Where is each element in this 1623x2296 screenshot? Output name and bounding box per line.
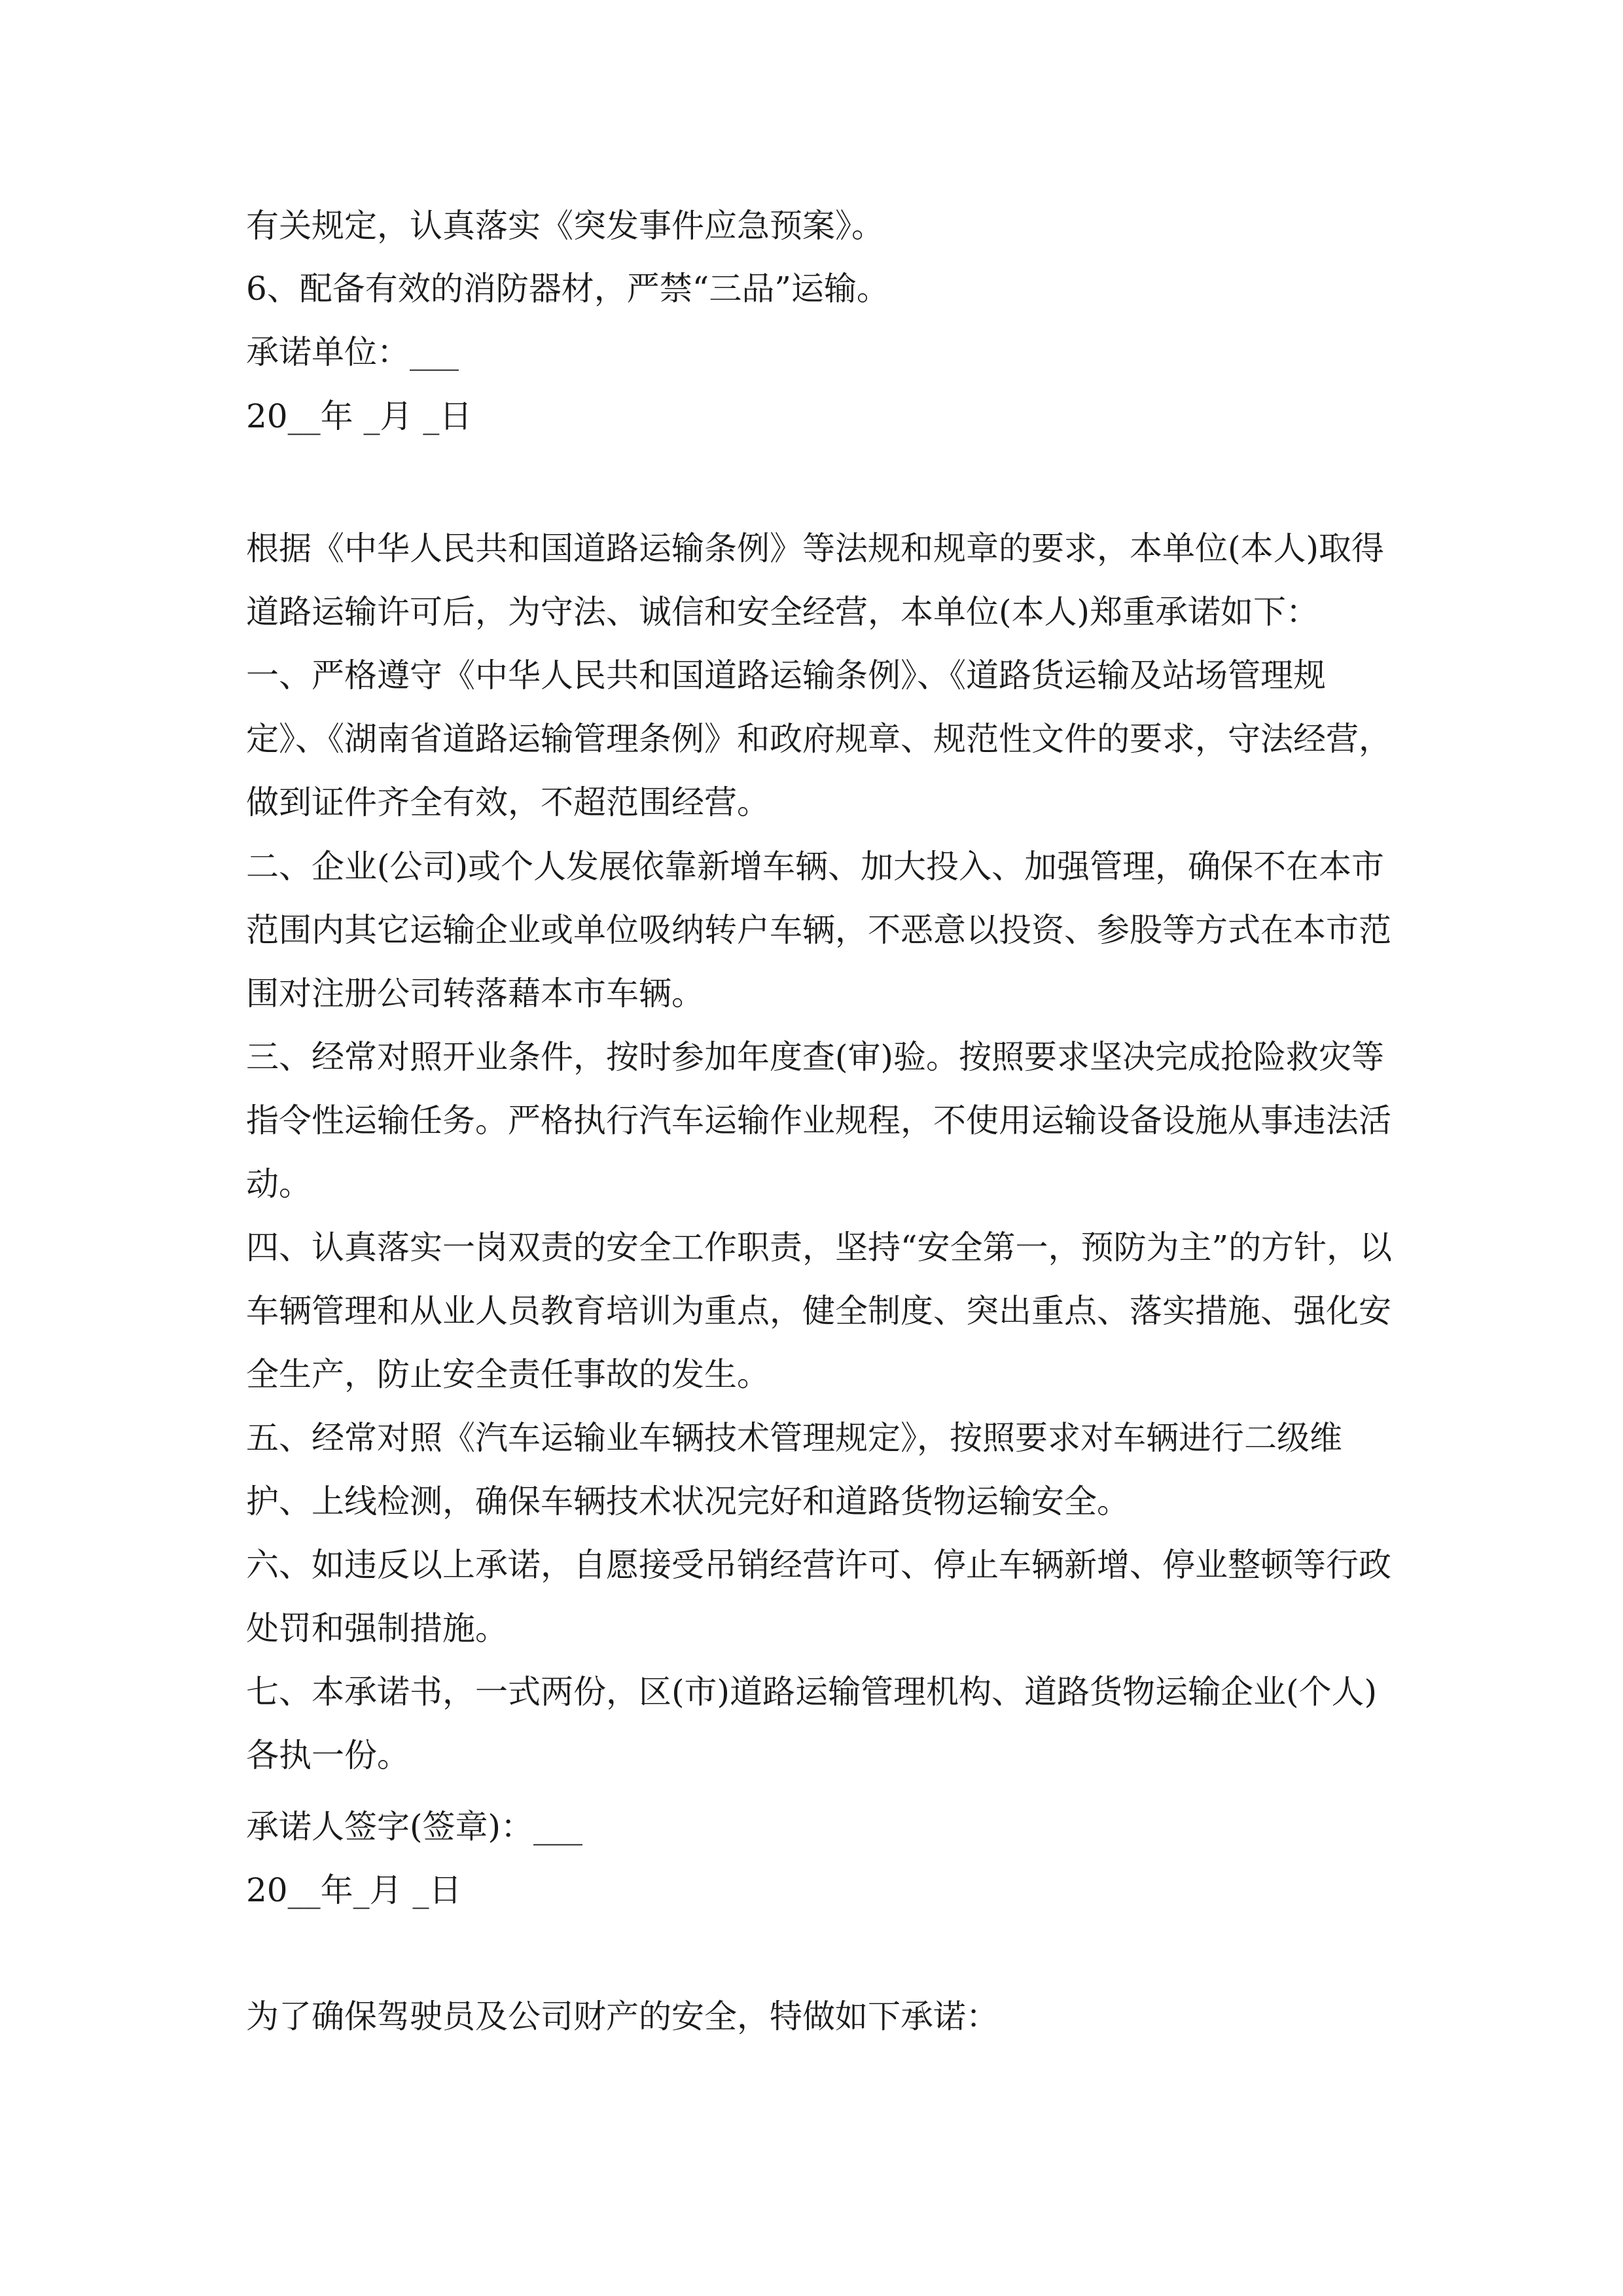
section-b-item-7: 七、本承诺书，一式两份，区(市)道路运输管理机构、道路货物运输企业(个人)各执一份。 bbox=[246, 1673, 1378, 1774]
section-b-item-4: 四、认真落实一岗双责的安全工作职责，坚持“安全第一，预防为主”的方针，以车辆管理和从业人员教育培训为重点，健全制度、突出重点、落实措施、强化安全生产，防止安全责任事故的发生。 bbox=[246, 1229, 1393, 1393]
section-b-item-3: 三、经常对照开业条件，按时参加年度查(审)验。按照要求坚决完成抢险救灾等指令性运输任务。严格执行汽车运输作业规程，不使用运输设备设施从事违法活动。 bbox=[246, 1038, 1391, 1203]
section-b-item-5: 五、经常对照《汽车运输业车辆技术管理规定》，按照要求对车辆进行二级维护、上线检测，确保车辆技术状况完好和道路货物运输安全。 bbox=[246, 1419, 1342, 1520]
section-b-date: 20__年_月 _日 bbox=[246, 1871, 462, 1909]
section-a-line-2: 6、配备有效的消防器材，严禁“三品”运输。 bbox=[246, 270, 889, 308]
section-b-intro: 根据《中华人民共和国道路运输条例》等法规和规章的要求，本单位(本人)取得道路运输许可后，为守法、诚信和安全经营，本单位(本人)郑重承诺如下： bbox=[246, 529, 1385, 631]
section-b-item-6: 六、如违反以上承诺，自愿接受吊销经营许可、停止车辆新增、停业整顿等行政处罚和强制措施。 bbox=[246, 1546, 1391, 1647]
section-a-signer: 承诺单位：___ bbox=[246, 333, 459, 371]
section-c-intro: 为了确保驾驶员及公司财产的安全，特做如下承诺： bbox=[246, 1998, 999, 2036]
section-b-item-1: 一、严格遵守《中华人民共和国道路运输条例》、《道路货运输及站场管理规定》、《湖南省道路运输管理条例》和政府规章、规范性文件的要求，守法经营，做到证件齐全有效，不超范围经营。 bbox=[246, 656, 1391, 821]
section-a-line-1: 有关规定，认真落实《突发事件应急预案》。 bbox=[246, 207, 884, 245]
section-b-item-2: 二、企业(公司)或个人发展依靠新增车辆、加大投入、加强管理，确保不在本市范围内其它运输企业或单位吸纳转户车辆，不恶意以投资、参股等方式在本市范围对注册公司转落藉本市车辆。 bbox=[246, 848, 1391, 1013]
section-a-date: 20__年 _月 _日 bbox=[246, 397, 473, 435]
section-b-signer: 承诺人签字(签章)：___ bbox=[246, 1808, 583, 1846]
